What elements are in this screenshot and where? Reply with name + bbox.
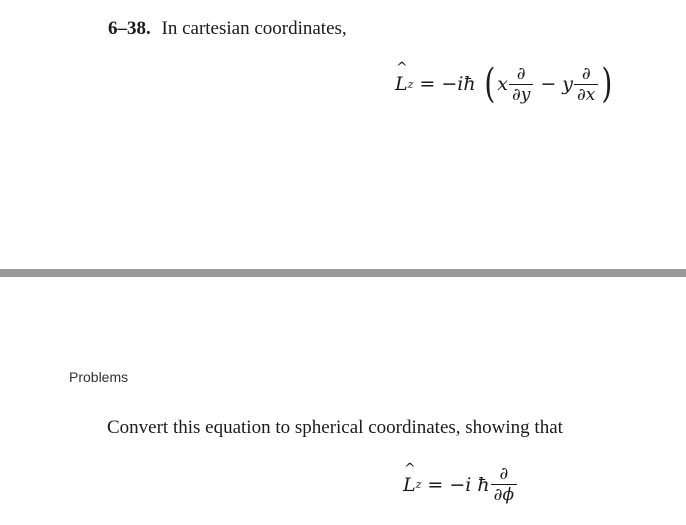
equals-minus-i-hbar: = −i ħ <box>427 473 490 496</box>
term1-coefficient: x <box>497 73 508 95</box>
minus-sign: − <box>540 73 557 95</box>
operator-subscript: z <box>407 77 414 91</box>
partial-d-dphi-fraction <box>491 465 517 504</box>
fraction-numerator: ∂ <box>516 63 526 84</box>
partial-d-dy-fraction <box>509 65 533 104</box>
hat-accent: ^ <box>404 460 416 477</box>
operator-letter: L <box>395 73 408 95</box>
cartesian-equation <box>395 60 615 107</box>
hat-accent: ^ <box>396 60 408 76</box>
problem-heading <box>108 17 347 41</box>
fraction-denominator: ∂x <box>577 84 596 105</box>
operator-l-hat <box>403 460 416 496</box>
open-parenthesis: ( <box>483 61 495 107</box>
operator-letter: L <box>403 473 416 496</box>
term2-coefficient: y <box>562 73 574 95</box>
operator-subscript: z <box>415 478 422 491</box>
equals-minus-i-hbar: = −iħ <box>419 73 476 95</box>
fraction-denominator: ∂ϕ <box>493 485 515 505</box>
fraction-numerator: ∂ <box>581 63 591 84</box>
fraction-numerator: ∂ <box>499 464 509 484</box>
partial-d-dx-fraction <box>574 65 598 104</box>
fraction-denominator: ∂y <box>511 84 531 105</box>
problem-number: 6–38. <box>108 18 151 39</box>
problem-intro-text: In cartesian coordinates, <box>161 18 347 39</box>
spherical-equation <box>403 460 518 505</box>
running-head: Problems <box>69 369 129 385</box>
instruction-text: Convert this equation to spherical coordinates, showing that <box>107 417 563 438</box>
operator-l-hat <box>395 60 408 95</box>
close-parenthesis: ) <box>601 61 613 107</box>
page-divider <box>0 269 686 277</box>
